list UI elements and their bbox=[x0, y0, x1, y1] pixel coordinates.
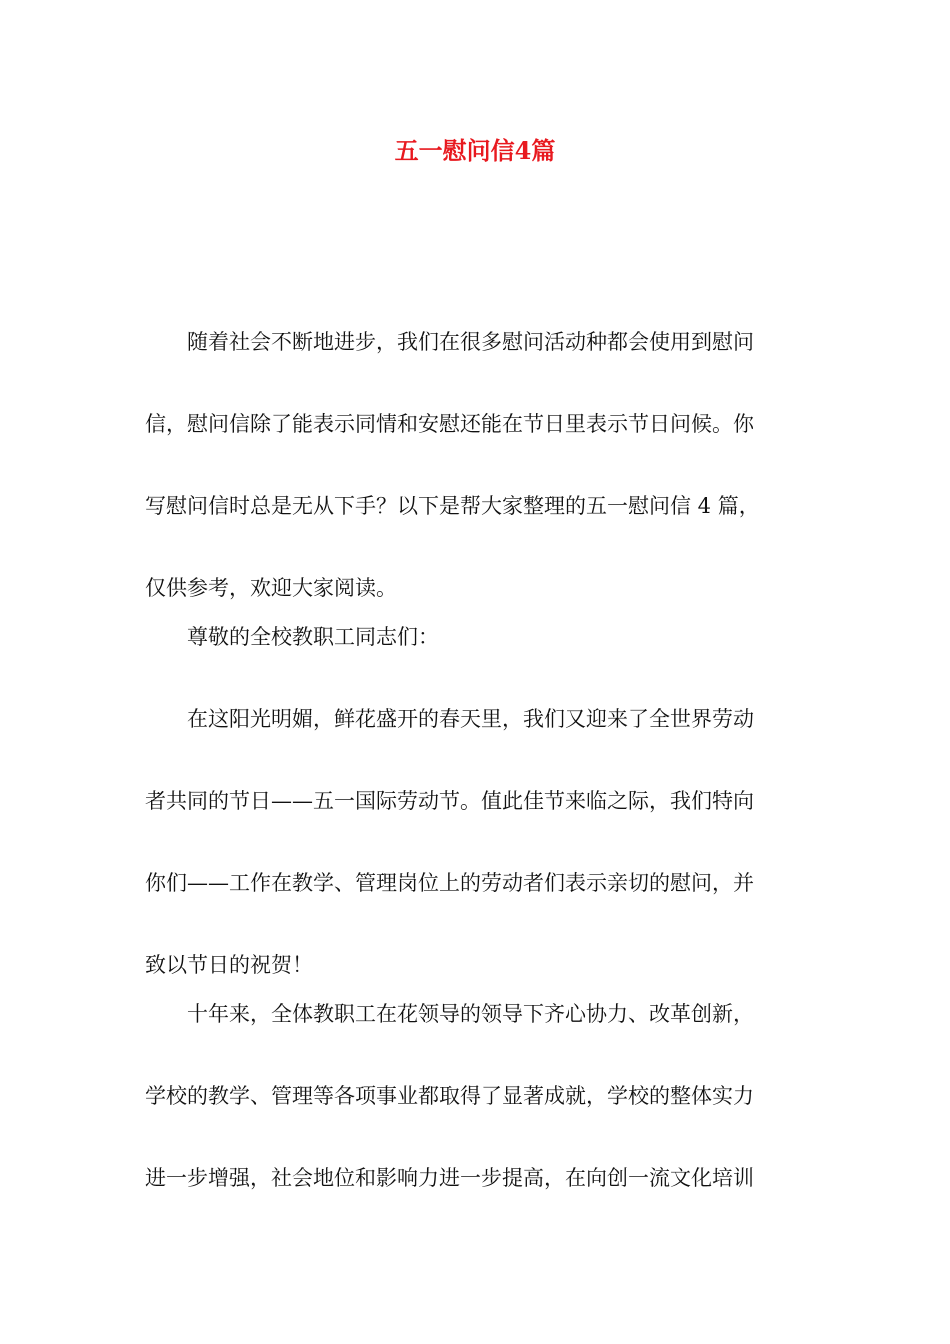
paragraph-line: 进一步增强，社会地位和影响力进一步提高，在向创一流文化培训 bbox=[145, 1166, 754, 1190]
paragraph-line: 者共同的节日——五一国际劳动节。值此佳节来临之际，我们特向 bbox=[145, 789, 754, 813]
intro-paragraph bbox=[145, 318, 807, 613]
paragraph-line: 你们——工作在教学、管理岗位上的劳动者们表示亲切的慰问，并 bbox=[145, 871, 754, 895]
salutation-paragraph bbox=[145, 613, 807, 662]
paragraph-line: 致以节日的祝贺！ bbox=[145, 953, 313, 977]
body-paragraph-1 bbox=[145, 695, 807, 990]
body-paragraph-2 bbox=[145, 990, 807, 1203]
paragraph-line: 信，慰问信除了能表示同情和安慰还能在节日里表示节日问候。你 bbox=[145, 412, 754, 436]
paragraph-line: 学校的教学、管理等各项事业都取得了显著成就，学校的整体实力 bbox=[145, 1084, 754, 1108]
paragraph-line: 十年来，全体教职工在花领导的领导下齐心协力、改革创新， bbox=[187, 1002, 754, 1026]
paragraph-line: 尊敬的全校教职工同志们： bbox=[187, 625, 439, 649]
paragraph-line: 仅供参考，欢迎大家阅读。 bbox=[145, 576, 397, 600]
paragraph-line: 随着社会不断地进步，我们在很多慰问活动种都会使用到慰问 bbox=[187, 330, 754, 354]
paragraph-line: 写慰问信时总是无从下手？以下是帮大家整理的五一慰问信 4 篇， bbox=[145, 494, 760, 518]
paragraph-line: 在这阳光明媚，鲜花盛开的春天里，我们又迎来了全世界劳动 bbox=[187, 707, 754, 731]
document-title: 五一慰问信4篇 bbox=[394, 136, 556, 165]
